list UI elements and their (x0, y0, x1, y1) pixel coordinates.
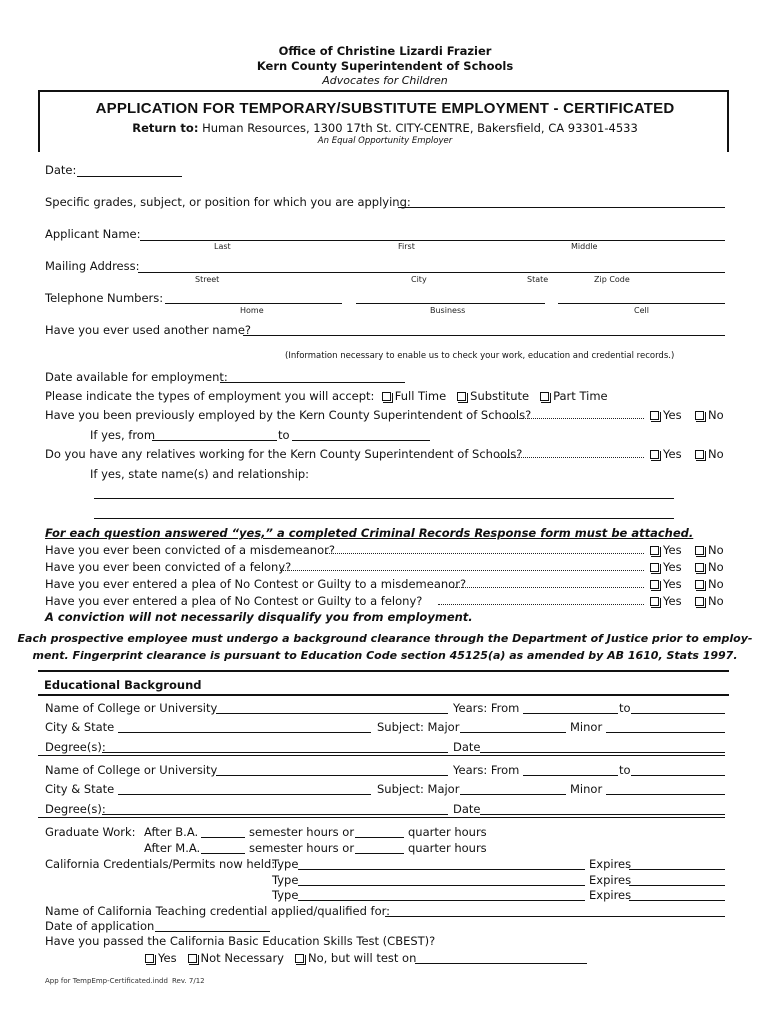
date-field[interactable] (77, 176, 182, 177)
grades-label: Specific grades, subject, or position for which you are applying: (45, 195, 411, 209)
education-section-header (38, 670, 729, 696)
years-2-to-label: to (619, 763, 631, 777)
expires-2-label: Expires (589, 873, 632, 887)
info-note: (Information necessary to enable us to check your work, education and credential records.) (285, 351, 675, 361)
types-row (45, 389, 608, 403)
q3-no (695, 577, 724, 591)
to-label: to (278, 428, 290, 442)
ma-quarter-field[interactable] (355, 853, 404, 854)
full-time-checkbox[interactable] (382, 392, 391, 401)
years-1-to-label: to (619, 701, 631, 715)
yes-label: Yes (663, 560, 682, 574)
q4-yes (650, 594, 682, 608)
teaching-cred-label: Name of California Teaching credential applied/qualified for: (45, 904, 391, 918)
major-1-label: Subject: Major (377, 720, 460, 734)
q2-no-checkbox[interactable] (695, 563, 704, 572)
applicant-name-label: Applicant Name: (45, 227, 141, 241)
major-1-field[interactable] (460, 732, 566, 733)
city-2-label: City & State (45, 782, 115, 796)
degree-1-label: Degree(s): (45, 740, 106, 754)
major-2-field[interactable] (460, 794, 566, 795)
degree-1-field[interactable] (102, 752, 448, 753)
relatives-line-1[interactable] (94, 498, 674, 499)
leader-dots (451, 587, 644, 588)
criminal-q1: Have you ever been convicted of a misdemeanor? (45, 543, 335, 557)
college-2-field[interactable] (216, 775, 448, 776)
mailing-sub-zip: Zip Code (594, 275, 630, 284)
substitute-checkbox[interactable] (457, 392, 466, 401)
substitute-label: Substitute (470, 389, 530, 403)
ma-quarter-label: quarter hours (408, 841, 487, 855)
no-label: No (708, 577, 724, 591)
leader-dots (497, 457, 644, 458)
date-label: Date: (45, 163, 77, 177)
degree-2-label: Degree(s): (45, 802, 106, 816)
relatives-line-2[interactable] (94, 518, 674, 519)
minor-2-field[interactable] (606, 794, 725, 795)
criminal-q2: Have you ever been convicted of a felony? (45, 560, 292, 574)
previous-yes-checkbox[interactable] (650, 411, 659, 420)
phone-cell-field[interactable] (558, 303, 725, 304)
phone-business-field[interactable] (356, 303, 545, 304)
type-3-label: Type (272, 888, 299, 902)
expires-2-field[interactable] (629, 885, 725, 886)
mailing-sub-street: Street (195, 275, 220, 284)
q1-no (695, 543, 724, 557)
q1-yes (650, 543, 682, 557)
name-sub-last: Last (214, 242, 231, 251)
city-1-field[interactable] (118, 732, 371, 733)
major-2-label: Subject: Major (377, 782, 460, 796)
after-ba-label: After B.A. (144, 825, 199, 839)
q2-no (695, 560, 724, 574)
cbest-no-label: No, but will test on (307, 951, 417, 965)
college-2-label: Name of College or University (45, 763, 218, 777)
ba-quarter-label: quarter hours (408, 825, 487, 839)
mailing-sub-state: State (527, 275, 549, 284)
cbest-question: Have you passed the California Basic Education Skills Test (CBEST)? (45, 934, 436, 948)
county-name: Kern County Superintendent of Schools (256, 59, 514, 73)
date-of-application-field[interactable] (155, 931, 270, 932)
leader-dots (506, 418, 644, 419)
relatives-question: Do you have any relatives working for the Kern County Superintendent of Schools? (45, 447, 523, 461)
ba-semester-field[interactable] (201, 837, 245, 838)
q1-yes-checkbox[interactable] (650, 546, 659, 555)
other-name-label: Have you ever used another name? (45, 323, 252, 337)
applicant-name-field[interactable] (140, 240, 725, 241)
to-field[interactable] (292, 440, 430, 441)
q3-no-checkbox[interactable] (695, 580, 704, 589)
expires-1-field[interactable] (629, 869, 725, 870)
part-time-checkbox[interactable] (540, 392, 549, 401)
q4-no-checkbox[interactable] (695, 597, 704, 606)
q1-no-checkbox[interactable] (695, 546, 704, 555)
clearance-line-2: ment. Fingerprint clearance is pursuant to Education Code section 45125(a) as amended by AB 1610, Stats 1997. (32, 649, 738, 662)
ba-quarter-field[interactable] (355, 837, 404, 838)
cbest-yes-checkbox[interactable] (145, 954, 154, 963)
full-time-label: Full Time (394, 389, 447, 403)
no-label: No (708, 543, 724, 557)
types-label: Please indicate the types of employment you will accept: (45, 389, 375, 403)
relatives-followup-label: If yes, state name(s) and relationship: (90, 467, 310, 481)
conviction-disclaimer: A conviction will not necessarily disqualify you from employment. (45, 610, 473, 624)
q2-yes (650, 560, 682, 574)
college-1-field[interactable] (216, 713, 448, 714)
phone-sub-home: Home (240, 306, 264, 315)
years-1-label: Years: From (453, 701, 520, 715)
city-1-label: City & State (45, 720, 115, 734)
criminal-heading: For each question answered “yes,” a completed Criminal Records Response form must be attached. (45, 526, 694, 540)
minor-2-label: Minor (570, 782, 603, 796)
expires-1-label: Expires (589, 857, 632, 871)
q3-yes-checkbox[interactable] (650, 580, 659, 589)
mailing-sub-city: City (411, 275, 427, 284)
yes-label: Yes (663, 408, 682, 422)
relatives-no (695, 447, 724, 461)
relatives-no-checkbox[interactable] (695, 450, 704, 459)
name-sub-middle: Middle (571, 242, 598, 251)
cbest-not-necessary-label: Not Necessary (200, 951, 284, 965)
ma-semester-label: semester hours or (249, 841, 355, 855)
years-2-label: Years: From (453, 763, 520, 777)
previous-no (695, 408, 724, 422)
date-1-label: Date (453, 740, 481, 754)
type-1-field[interactable] (298, 869, 585, 870)
years-1-from-field[interactable] (523, 713, 618, 714)
type-2-field[interactable] (298, 885, 585, 886)
return-to (0, 121, 770, 135)
type-3-field[interactable] (298, 900, 585, 901)
grad-work-label: Graduate Work: (45, 825, 136, 839)
eeo-statement: An Equal Opportunity Employer (317, 136, 453, 146)
credentials-label: California Credentials/Permits now held: (45, 857, 276, 871)
mailing-label: Mailing Address: (45, 259, 140, 273)
cbest-test-date-field[interactable] (415, 963, 587, 964)
education-section-title: Educational Background (44, 678, 202, 692)
relatives-yes-checkbox[interactable] (650, 450, 659, 459)
years-2-to-field[interactable] (631, 775, 725, 776)
type-2-label: Type (272, 873, 299, 887)
leader-dots (280, 570, 644, 571)
no-label: No (708, 594, 724, 608)
expires-3-label: Expires (589, 888, 632, 902)
q4-yes-checkbox[interactable] (650, 597, 659, 606)
q2-yes-checkbox[interactable] (650, 563, 659, 572)
no-label: No (708, 560, 724, 574)
divider (38, 755, 725, 756)
phone-sub-business: Business (430, 306, 466, 315)
from-field[interactable] (152, 440, 277, 441)
grades-field[interactable] (398, 207, 725, 208)
clearance-line-1: Each prospective employee must undergo a background clearance through the Department of Justice prior to employ- (17, 632, 753, 645)
years-2-from-field[interactable] (523, 775, 618, 776)
q3-yes (650, 577, 682, 591)
mailing-field[interactable] (138, 272, 725, 273)
previous-no-checkbox[interactable] (695, 411, 704, 420)
minor-1-field[interactable] (606, 732, 725, 733)
date-available-label: Date available for employment: (45, 370, 228, 384)
ma-semester-field[interactable] (201, 853, 245, 854)
criminal-q4: Have you ever entered a plea of No Contest or Guilty to a felony? (45, 594, 423, 608)
return-address: Human Resources, 1300 17th St. CITY-CENTRE, Bakersfield, CA 93301-4533 (202, 121, 638, 135)
office-name: Office of Christine Lizardi Frazier (278, 44, 492, 58)
date-available-field[interactable] (220, 382, 405, 383)
form-title: APPLICATION FOR TEMPORARY/SUBSTITUTE EMPLOYMENT - CERTIFICATED (95, 100, 675, 117)
date-1-field[interactable] (480, 752, 725, 753)
other-name-field[interactable] (243, 335, 725, 336)
no-label: No (708, 447, 724, 461)
relatives-yes (650, 447, 682, 461)
name-sub-first: First (398, 242, 415, 251)
yes-label: Yes (663, 577, 682, 591)
tagline: Advocates for Children (322, 74, 448, 87)
return-to-label: Return to: (132, 121, 199, 135)
date-2-label: Date (453, 802, 481, 816)
leader-dots (326, 553, 644, 554)
type-1-label: Type (272, 857, 299, 871)
cbest-not-necessary-checkbox[interactable] (188, 954, 197, 963)
city-2-field[interactable] (118, 794, 371, 795)
yes-label: Yes (663, 543, 682, 557)
footer-file: App for TempEmp-Certificated.indd (45, 977, 168, 985)
phone-sub-cell: Cell (634, 306, 649, 315)
teaching-cred-field[interactable] (385, 916, 725, 917)
no-label: No (708, 408, 724, 422)
date-2-field[interactable] (480, 814, 725, 815)
ba-semester-label: semester hours or (249, 825, 355, 839)
degree-2-field[interactable] (102, 814, 448, 815)
phone-home-field[interactable] (165, 303, 342, 304)
college-1-label: Name of College or University (45, 701, 218, 715)
leader-dots (438, 604, 644, 605)
from-label: If yes, from (90, 428, 156, 442)
cbest-options (145, 951, 416, 965)
date-of-application-label: Date of application (45, 919, 155, 933)
previous-employment-question: Have you been previously employed by the Kern County Superintendent of Schools? (45, 408, 532, 422)
yes-label: Yes (663, 447, 682, 461)
divider (38, 817, 725, 818)
footer-rev: Rev. 7/12 (172, 977, 205, 985)
after-ma-label: After M.A. (144, 841, 201, 855)
years-1-to-field[interactable] (631, 713, 725, 714)
yes-label: Yes (663, 594, 682, 608)
q4-no (695, 594, 724, 608)
phone-label: Telephone Numbers: (45, 291, 164, 305)
minor-1-label: Minor (570, 720, 603, 734)
criminal-q3: Have you ever entered a plea of No Contest or Guilty to a misdemeanor? (45, 577, 467, 591)
expires-3-field[interactable] (629, 900, 725, 901)
previous-yes (650, 408, 682, 422)
cbest-yes-label: Yes (158, 951, 177, 965)
part-time-label: Part Time (553, 389, 608, 403)
cbest-no-checkbox[interactable] (295, 954, 304, 963)
